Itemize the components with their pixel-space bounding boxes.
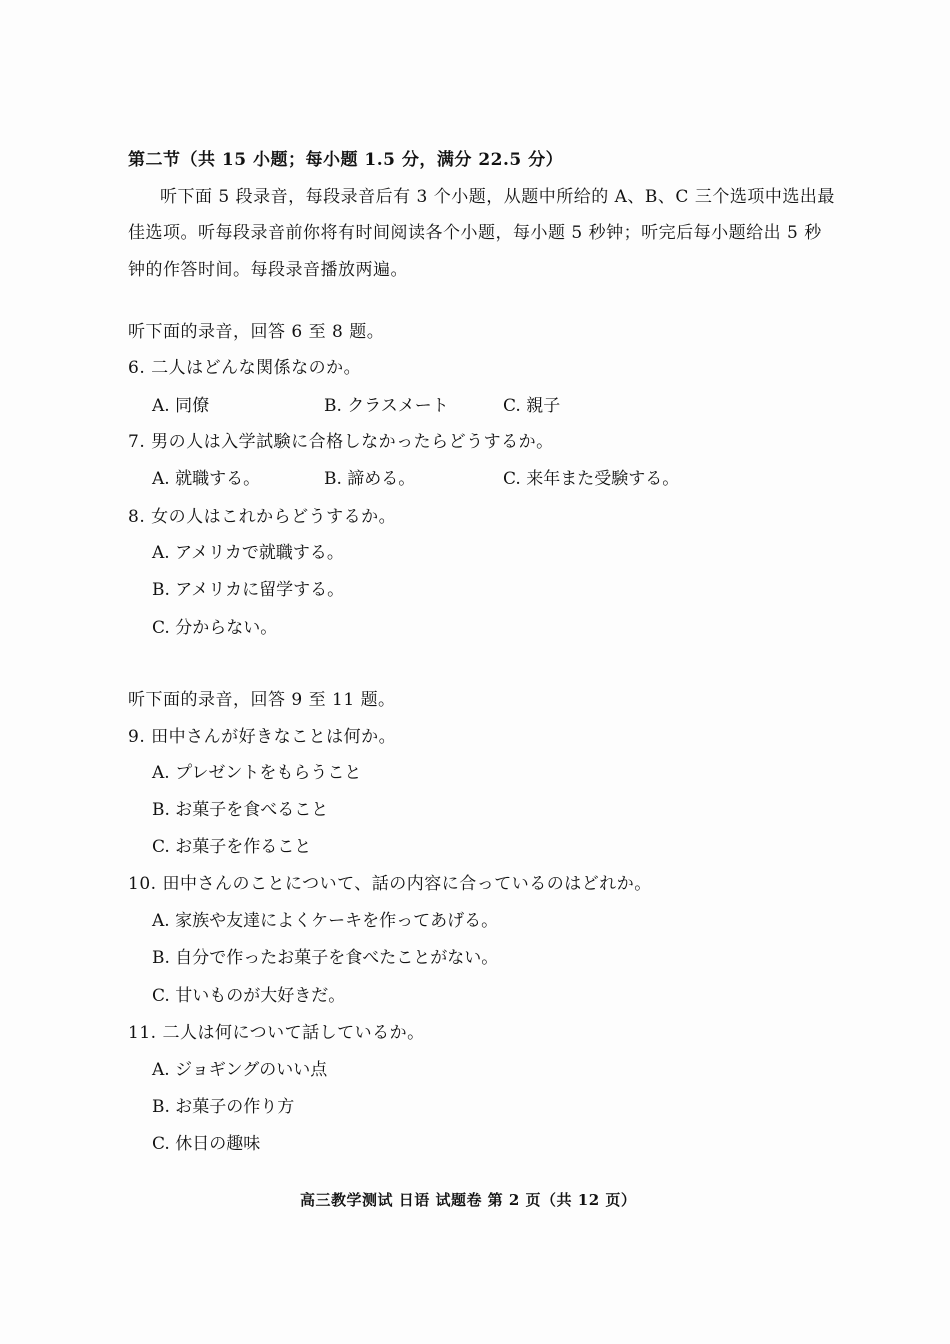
- option-7c: C. 来年また受験する。: [503, 469, 680, 489]
- option-8c: C. 分からない。: [152, 618, 278, 638]
- option-8b: B. アメリカに留学する。: [152, 580, 345, 600]
- question-stem-10: 10. 田中さんのことについて、話の内容に合っているのはどれか。: [128, 874, 652, 894]
- option-6a: A. 同僚: [152, 396, 210, 416]
- option-8a: A. アメリカで就職する。: [152, 543, 344, 563]
- option-7b: B. 諦める。: [324, 469, 416, 489]
- instruction-line-2: 佳选项。听每段录音前你将有时间阅读各个小题，每小题 5 秒钟；听完后每小题给出 5 秒: [128, 223, 822, 243]
- group-intro: 听下面的录音，回答 9 至 11 题。: [128, 690, 396, 710]
- option-10a: A. 家族や友達によくケーキを作ってあげる。: [152, 911, 499, 931]
- instruction-line-1: 听下面 5 段录音，每段录音后有 3 个小题，从题中所给的 A、B、C 三个选项中选出最: [160, 187, 835, 207]
- section-heading: 第二节（共 15 小题；每小题 1.5 分，满分 22.5 分）: [128, 150, 564, 170]
- option-6b: B. クラスメート: [324, 396, 449, 416]
- question-stem-7: 7. 男の人は入学試験に合格しなかったらどうするか。: [128, 432, 554, 452]
- instruction-line-3: 钟的作答时间。每段录音播放两遍。: [128, 260, 408, 280]
- option-9c: C. お菓子を作ること: [152, 837, 312, 857]
- option-10b: B. 自分で作ったお菓子を食べたことがない。: [152, 948, 499, 968]
- option-10c: C. 甘いものが大好きだ。: [152, 986, 346, 1006]
- question-stem-11: 11. 二人は何について話しているか。: [128, 1023, 425, 1043]
- question-stem-9: 9. 田中さんが好きなことは何か。: [128, 727, 397, 747]
- option-9b: B. お菓子を食べること: [152, 800, 329, 820]
- option-9a: A. プレゼントをもらうこと: [152, 763, 362, 783]
- page-footer: 高三教学测试 日语 试题卷 第 2 页（共 12 页）: [300, 1191, 637, 1209]
- option-11b: B. お菓子の作り方: [152, 1097, 295, 1117]
- option-11c: C. 休日の趣味: [152, 1134, 261, 1154]
- option-6c: C. 親子: [503, 396, 561, 416]
- group-intro: 听下面的录音，回答 6 至 8 题。: [128, 322, 385, 342]
- question-stem-6: 6. 二人はどんな関係なのか。: [128, 358, 362, 378]
- option-11a: A. ジョギングのいい点: [152, 1060, 328, 1080]
- question-stem-8: 8. 女の人はこれからどうするか。: [128, 507, 397, 527]
- option-7a: A. 就職する。: [152, 469, 261, 489]
